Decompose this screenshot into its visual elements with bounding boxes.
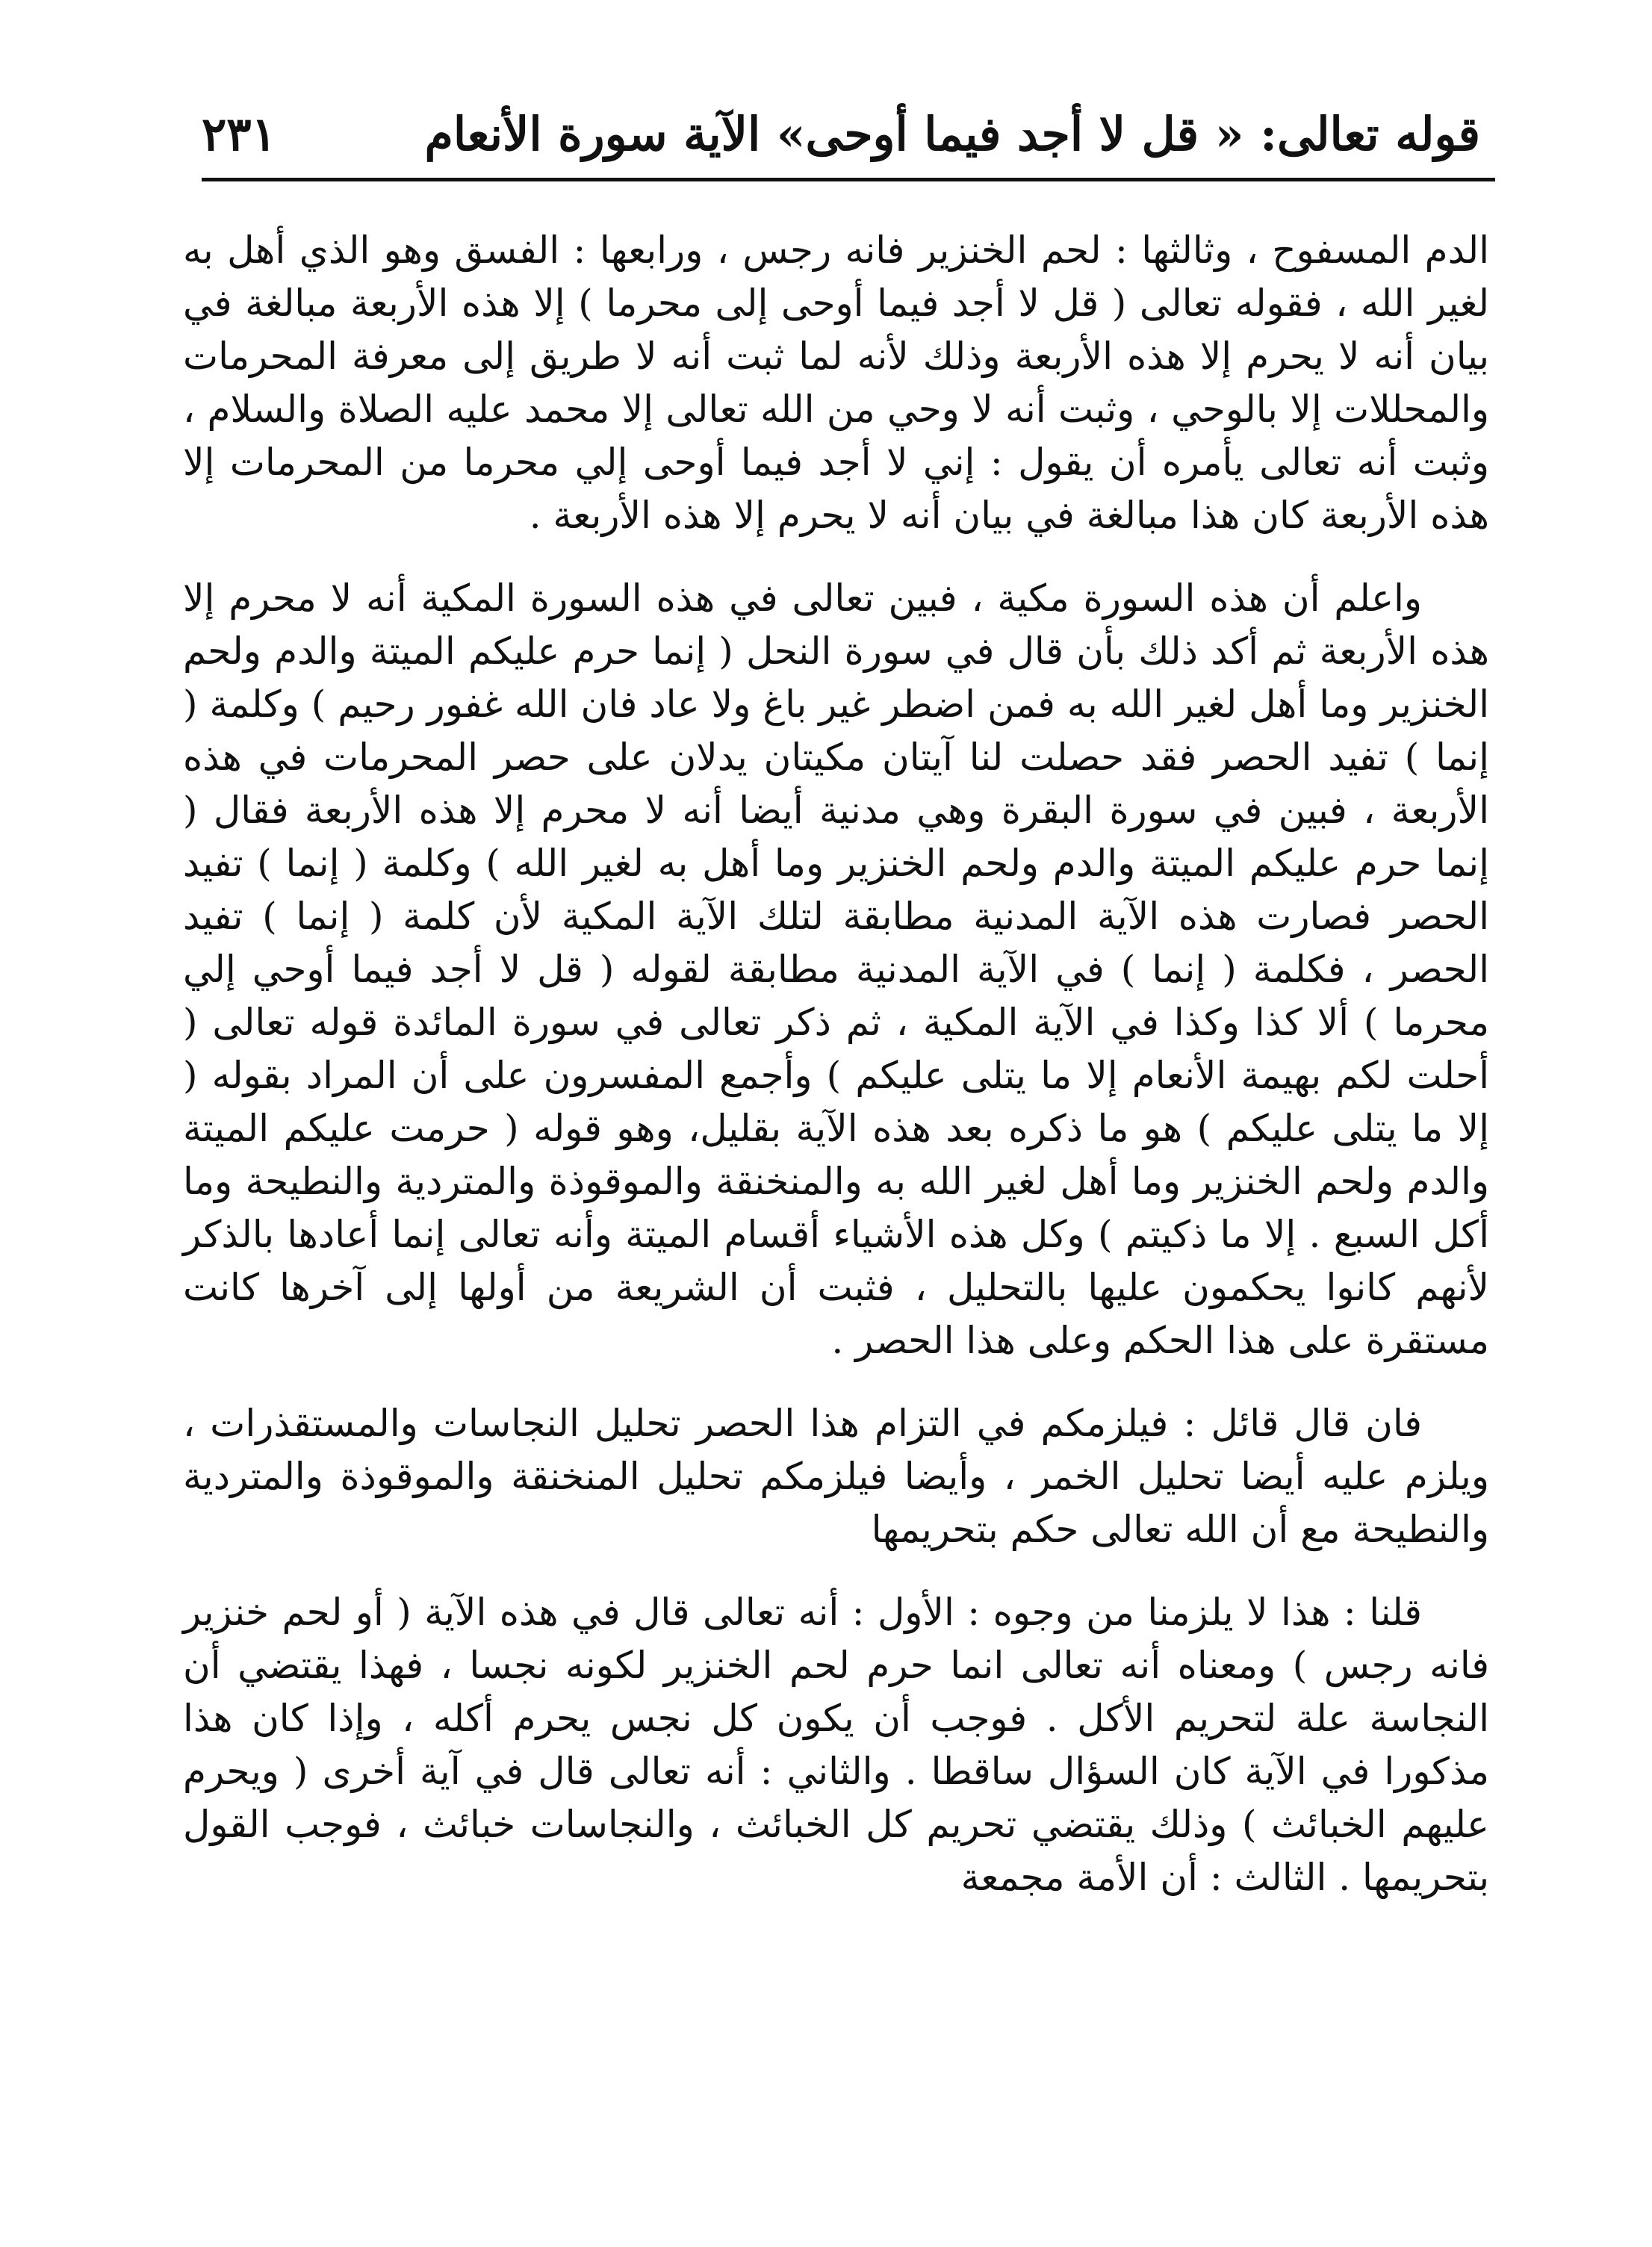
header-divider: [202, 178, 1495, 181]
header-title: قوله تعالى: « قل لا أجد فيما أوحى» الآية سورة الأنعام: [424, 107, 1480, 161]
paragraph-2: واعلم أن هذه السورة مكية ، فبين تعالى في هذه السورة المكية أنه لا محرم إلا هذه الأربعة ثم أكد ذلك بأن قال في سورة النحل ( إنما حرم عليكم الميتة والدم ولحم الخنزير وما أهل لغير الله به فمن اضطر غير باغ ولا عاد فان الله غفور رحيم ) وكلمة ( إنما ) تفيد الحصر فقد حصلت لنا آيتان مكيتان يدلان على حصر المحرمات في هذه الأربعة ، فبين في سورة البقرة وهي مدنية أيضا أنه لا محرم إلا هذه الأربعة فقال ( إنما حرم عليكم الميتة والدم ولحم الخنزير وما أهل به لغير الله ) وكلمة ( إنما ) تفيد الحصر فصارت هذه الآية المدنية مطابقة لتلك الآية المكية لأن كلمة ( إنما ) تفيد الحصر ، فكلمة ( إنما ) في الآية المدنية مطابقة لقوله ( قل لا أجد فيما أوحي إلي محرما ) ألا كذا وكذا في الآية المكية ، ثم ذكر تعالى في سورة المائدة قوله تعالى ( أحلت لكم بهيمة الأنعام إلا ما يتلى عليكم ) وأجمع المفسرون على أن المراد بقوله ( إلا ما يتلى عليكم ) هو ما ذكره بعد هذه الآية بقليل، وهو قوله ( حرمت عليكم الميتة والدم ولحم الخنزير وما أهل لغير الله به والمنخنقة والموقوذة والمتردية والنطيحة وما أكل السبع . إلا ما ذكيتم ) وكل هذه الأشياء أقسام الميتة وأنه تعالى إنما أعادها بالذكر لأنهم كانوا يحكمون عليها بالتحليل ، فثبت أن الشريعة من أولها إلى آخرها كانت مستقرة على هذا الحكم وعلى هذا الحصر .: [183, 576, 1490, 1362]
running-header: [202, 97, 1480, 179]
main-text: [183, 224, 1489, 1904]
paragraph-4: قلنا : هذا لا يلزمنا من وجوه : الأول : أنه تعالى قال في هذه الآية ( أو لحم خنزير فانه رجس ) ومعناه أنه تعالى انما حرم لحم الخنزير لكونه نجسا ، فهذا يقتضي أن النجاسة علة لتحريم الأكل . فوجب أن يكون كل نجس يحرم أكله ، وإذا كان هذا مذكورا في الآية كان السؤال ساقطا . والثاني : أنه تعالى قال في آية أخرى ( ويحرم عليهم الخبائث ) وذلك يقتضي تحريم كل الخبائث ، والنجاسات خبائث ، فوجب القول بتحريمها . الثالث : أن الأمة مجمعة: [183, 1591, 1489, 1899]
paragraph-1: الدم المسفوح ، وثالثها : لحم الخنزير فانه رجس ، ورابعها : الفسق وهو الذي أهل به لغير الله ، فقوله تعالى ( قل لا أجد فيما أوحى إلى محرما ) إلا هذه الأربعة مبالغة في بيان أنه لا يحرم إلا هذه الأربعة وذلك لأنه لما ثبت أنه لا طريق إلى معرفة المحرمات والمحللات إلا بالوحي ، وثبت أنه لا وحي من الله تعالى إلا محمد عليه الصلاة والسلام ، وثبت أنه تعالى يأمره أن يقول : إني لا أجد فيما أوحى إلي محرما من المحرمات إلا هذه الأربعة كان هذا مبالغة في بيان أنه لا يحرم إلا هذه الأربعة .: [183, 229, 1489, 537]
page-number: ٢٣١: [202, 107, 276, 161]
paragraph-3: فان قال قائل : فيلزمكم في التزام هذا الحصر تحليل النجاسات والمستقذرات ، ويلزم عليه أيضا تحليل الخمر ، وأيضا فيلزمكم تحليل المنخنقة والموقوذة والمتردية والنطيحة مع أن الله تعالى حكم بتحريمها: [183, 1402, 1489, 1551]
